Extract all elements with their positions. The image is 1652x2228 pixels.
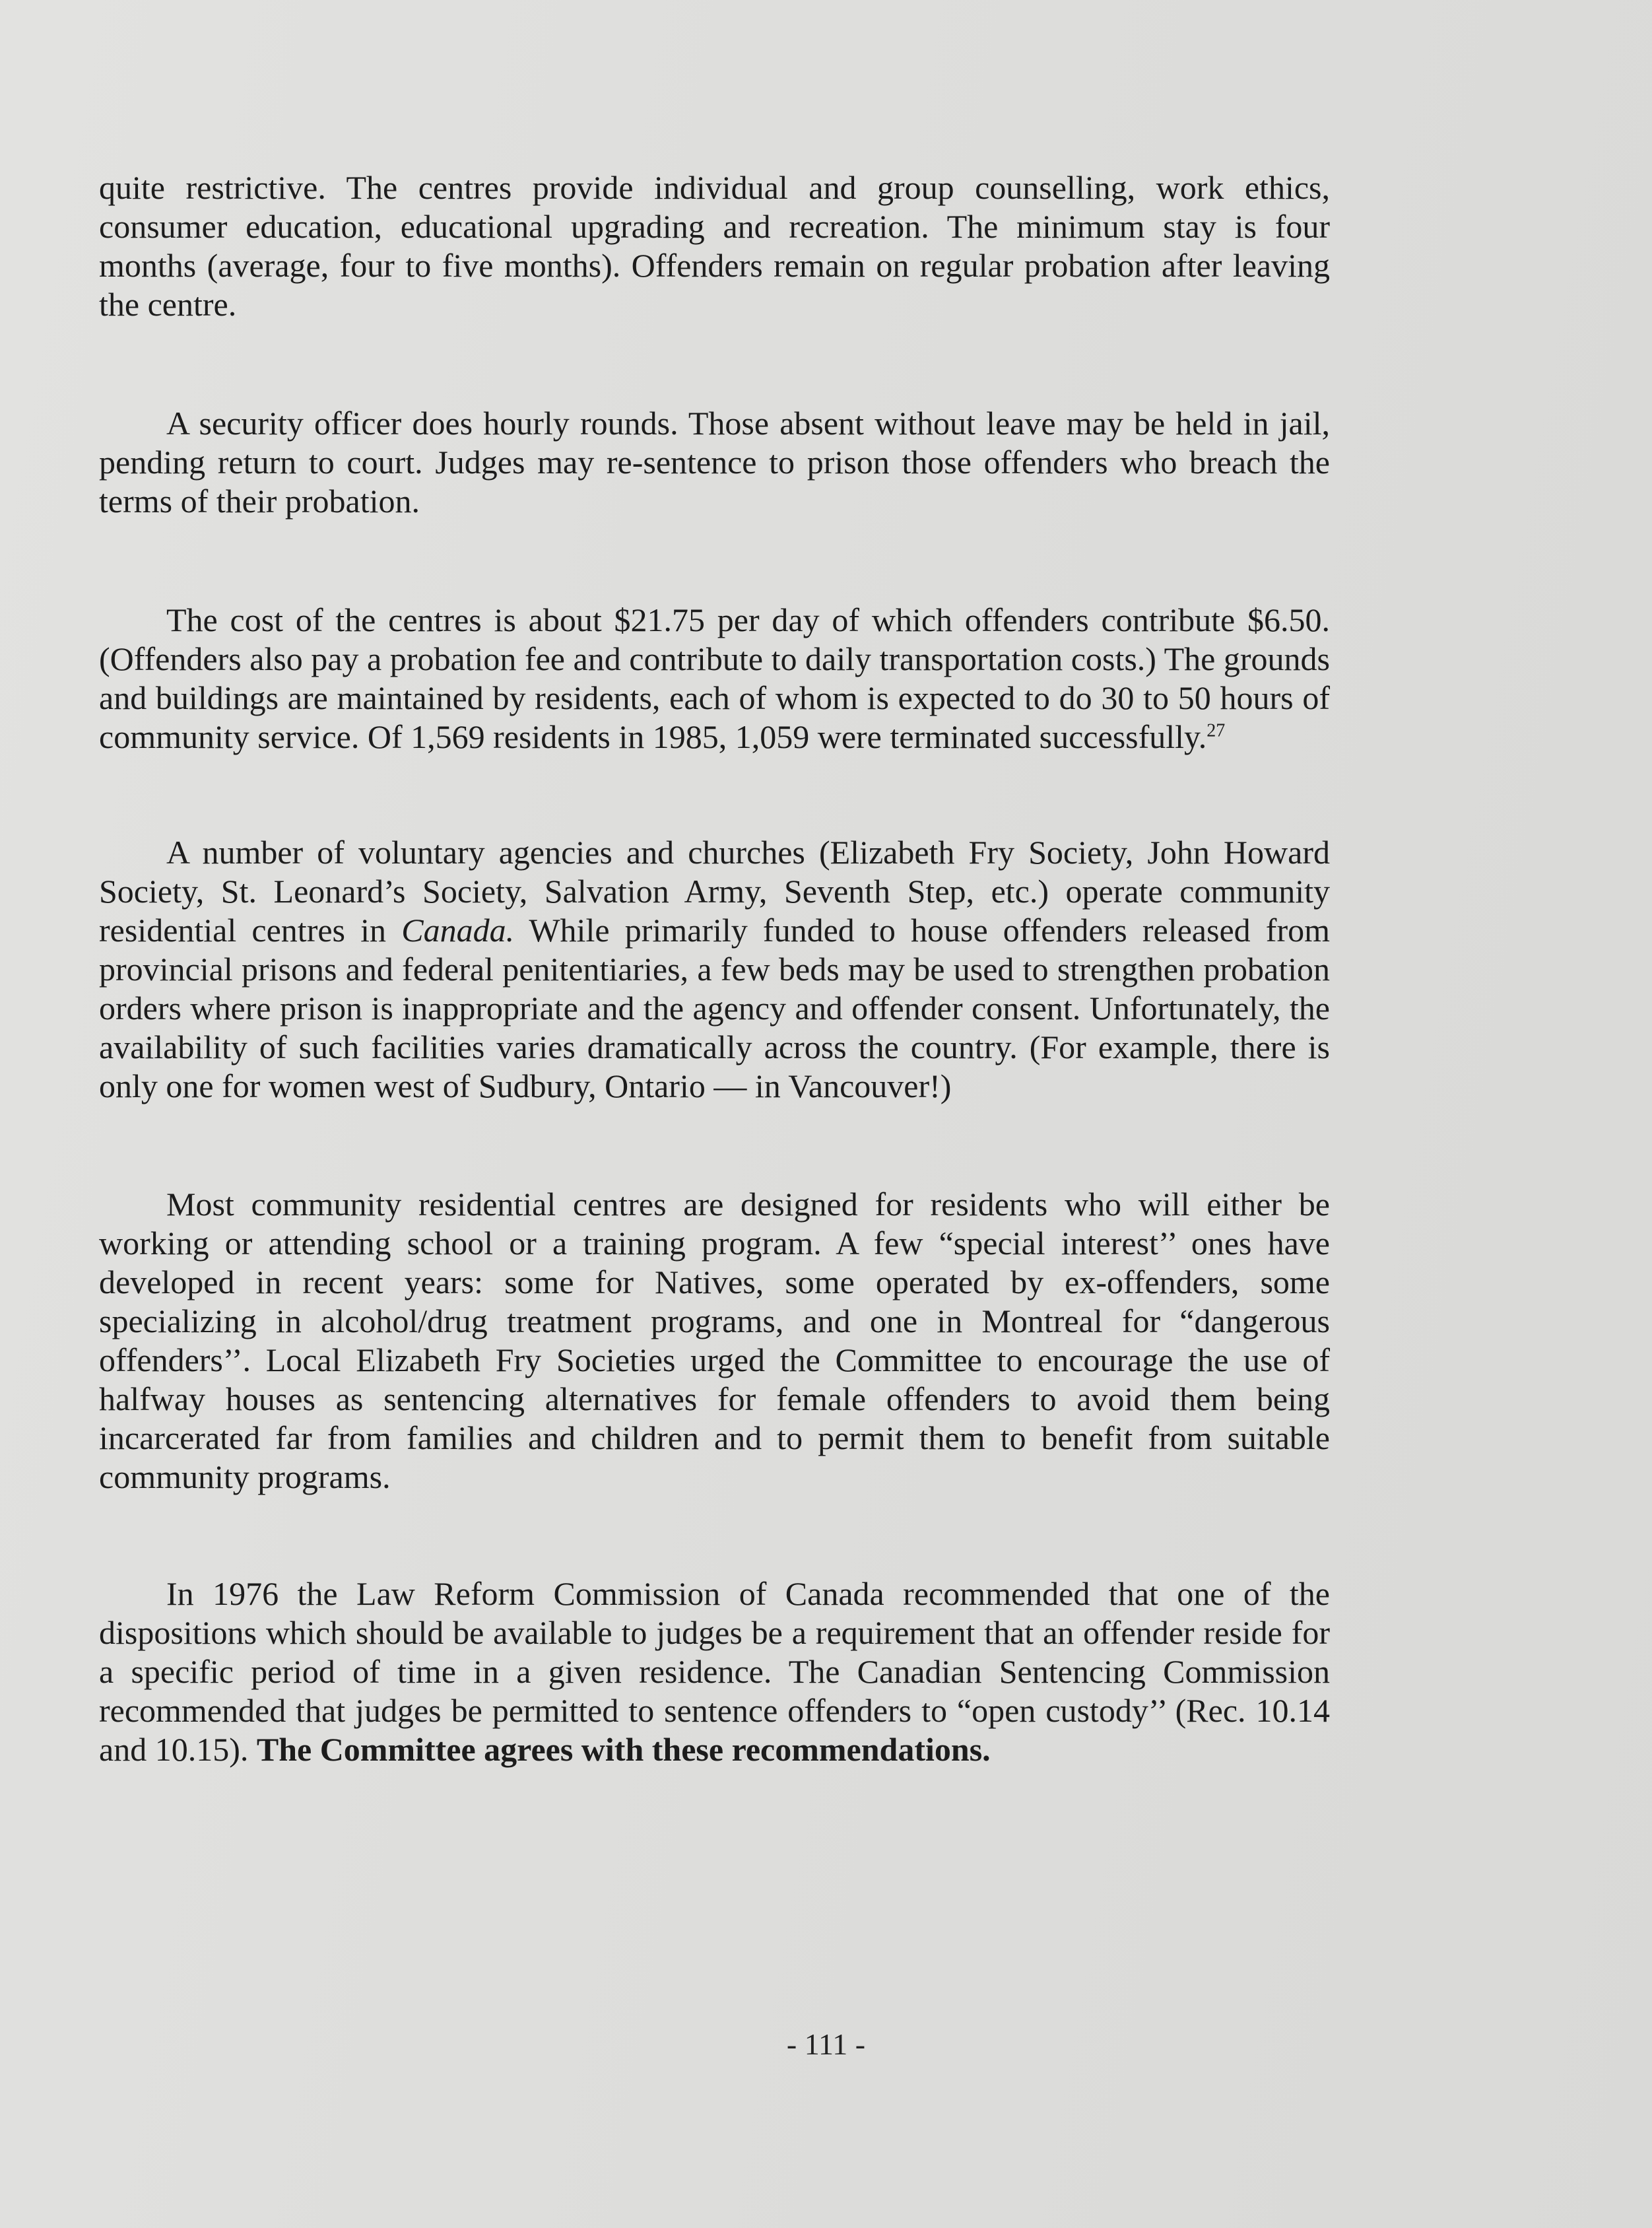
paragraph-5: Most community residential centres are designed for residents who will either be working or attending school or a training program. A few “special interest’’ ones have developed in recent years: some for Natives, some operated by ex-offenders, some specializing in alcohol/drug treatment programs, and one in Montreal for “dangerous offenders’’. Local Elizabeth Fry Societies urged the Committee to encourage the use of halfway houses as sentencing alternatives for female offenders to avoid them being incarcerated far from families and children and to permit them to benefit from suitable community programs. bbox=[99, 1186, 1330, 1495]
paragraph-3-text: The cost of the centres is about $21.75 per day of which offenders contribute $6.50. (Offenders also pay a probation fee and contribute to daily transportation costs.) The grounds and buildings are maintained by residents, each of whom is expected to do 30 to 50 hours of community service. Of 1,569 residents in 1985, 1,059 were terminated successfully. bbox=[99, 601, 1330, 755]
paragraph-3 bbox=[99, 601, 1330, 757]
paragraph-2: A security officer does hourly rounds. Those absent without leave may be held in jail, pending return to court. Judges may re-sentence to prison those offenders who breach the terms of their probation. bbox=[99, 405, 1330, 520]
paragraph-6-bold-recommendation: The Committee agrees with these recommendations. bbox=[256, 1731, 991, 1768]
paragraph-4-text-start: A number of voluntary agencies and churches (Elizabeth Fry Society, John Howard Society, St. Leonard’s Society, Salvation Army, Seventh Step, etc.) operate community residential centres in bbox=[99, 834, 1330, 949]
paragraph-6 bbox=[99, 1574, 1330, 1769]
paragraph-4-text-end: While primarily funded to house offenders released from provincial prisons and federal penitentiaries, a few beds may be used to strengthen probation orders where prison is inappropriate and the agency and offender consent. Unfortunately, the availability of such facilities varies dramatically across the country. (For example, there is only one for women west of Sudbury, Ontario — in Vancouver!) bbox=[99, 912, 1330, 1104]
paragraph-6-text: In 1976 the Law Reform Commission of Canada recommended that one of the dispositions which should be available to judges be a requirement that an offender reside for a specific period of time in a given residence. The Canadian Sentencing Commission recommended that judges be permitted to sentence offenders to “open custody’’ (Rec. 10.14 and 10.15). bbox=[99, 1575, 1330, 1768]
footnote-reference: 27 bbox=[1206, 720, 1226, 741]
page-number: - 111 - bbox=[786, 2027, 866, 2061]
body-text bbox=[99, 168, 1330, 1769]
paragraph-1: quite restrictive. The centres provide individual and group counselling, work ethics, consumer education, educational upgrading and recreation. The minimum stay is four months (average, four to five months). Offenders remain on regular probation after leaving the centre. bbox=[99, 169, 1330, 323]
paragraph-4-italic-canada: Canada. bbox=[401, 912, 515, 949]
paragraph-4 bbox=[99, 833, 1330, 1106]
